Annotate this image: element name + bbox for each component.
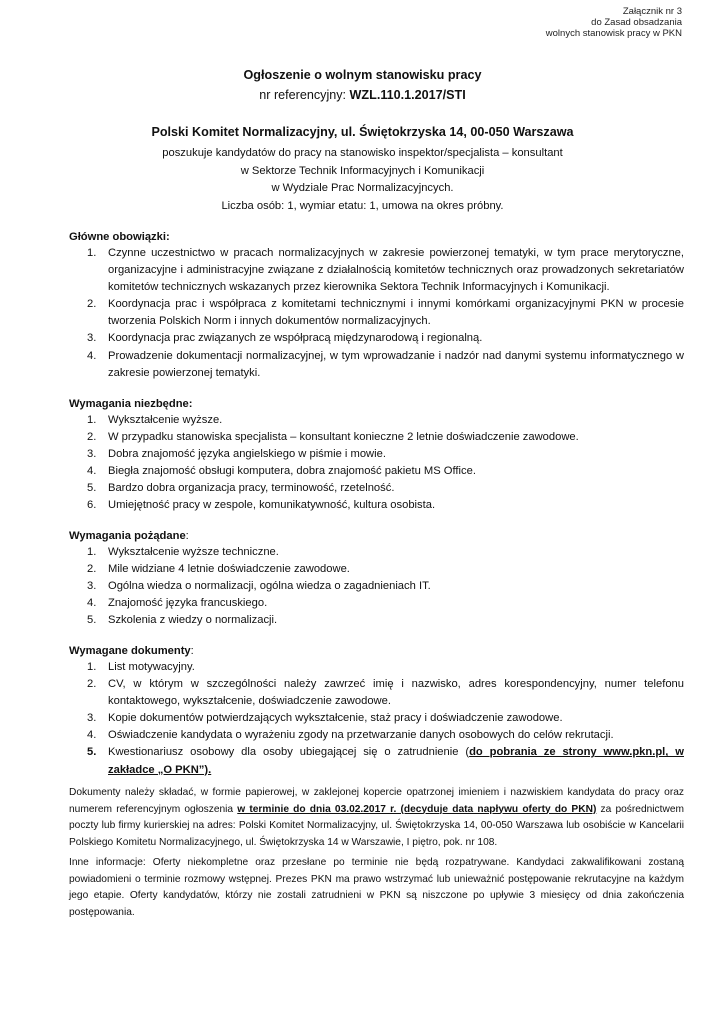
item-text: Bardzo dobra organizacja pracy, terminowość, rzetelność. — [108, 482, 395, 495]
item-text: Wykształcenie wyższe. — [108, 414, 223, 426]
organization-heading: Polski Komitet Normalizacyjny, ul. Świętokrzyska 14, 00-050 Warszawa — [151, 125, 574, 139]
item-number: 3. — [87, 712, 97, 725]
item-text: Wykształcenie wyższe techniczne. — [108, 546, 279, 558]
submission-deadline: w terminie do dnia 03.02.2017 r. (decyduje data napływu oferty do PKN) — [237, 803, 597, 815]
submission-text-2: za pośrednictwem poczty lub firmy kurierskiej na adres: Polski Komitet Normalizacyjny, ul. Świętokrzyska 14, 00-050 Warszawa lub osobiście w Kancelarii Polskiego Komitetu Normalizacyjnego, ul. Świętokrzyska 14 w Warszawie, I piętro, pok. nr 108. — [69, 803, 684, 848]
list-item — [69, 544, 684, 561]
attachment-line-3: wolnych stanowisk pracy w PKN — [545, 28, 682, 39]
item-number: 6. — [87, 499, 97, 512]
attachment-line-2: do Zasad obsadzania — [591, 17, 682, 28]
list-item — [69, 710, 684, 727]
required-title: Wymagania niezbędne: — [69, 398, 193, 410]
desired-title-text: Wymagania pożądane — [69, 530, 186, 542]
item-text: Kwestionariusz osobowy dla osoby ubiegającej się o zatrudnienie ( — [108, 746, 470, 759]
list-item — [69, 676, 684, 710]
item-number: 5. — [87, 614, 97, 627]
item-number: 5. — [87, 482, 97, 495]
list-item — [69, 497, 684, 514]
item-number: 2. — [87, 298, 97, 311]
required-list — [69, 412, 684, 515]
item-text: Znajomość języka francuskiego. — [108, 597, 268, 610]
submission-text-1: Dokumenty należy składać, w formie papierowej, w zaklejonej kopercie opatrzonej imieniem i nazwiskiem kandydata do pracy oraz numerem referencyjnym ogłoszenia — [69, 787, 684, 815]
reference-label: nr referencyjny: — [259, 88, 350, 102]
documents-list — [69, 659, 684, 779]
desired-section — [69, 528, 684, 629]
reference-value: WZL.110.1.2017/STI — [349, 88, 466, 102]
item-text: W przypadku stanowiska specjalista – konsultant konieczne 2 letnie doświadczenie zawodowe. — [108, 431, 579, 444]
list-item — [69, 744, 684, 778]
attachment-line-1: Załącznik nr 3 — [622, 6, 682, 17]
list-item — [69, 659, 684, 676]
list-item — [69, 348, 684, 382]
duties-title: Główne obowiązki: — [69, 231, 170, 243]
item-text: Kopie dokumentów potwierdzających wykształcenie, staż pracy i doświadczenie zawodowe. — [108, 712, 563, 725]
item-number: 4. — [87, 465, 97, 478]
item-text: Czynne uczestnictwo w pracach normalizacyjnych w zakresie powierzonej tematyki, w tym prace merytoryczne, organizacyjne i administracyjne związane z działalnością komitetów technicznych oraz prowadzonych sekretariatów komitetów technicznych wskazanych przez kierownika Sektora Technik Informacyjnych i Komunikacji. — [108, 247, 684, 294]
item-number: 2. — [87, 563, 97, 576]
intro-line: poszukuje kandydatów do pracy na stanowisko inspektor/specjalista – konsultant — [162, 147, 563, 159]
list-item — [69, 578, 684, 595]
desired-title-colon: : — [185, 530, 189, 542]
documents-title-colon: : — [190, 645, 194, 657]
documents-title-text: Wymagane dokumenty — [69, 645, 191, 657]
item-number: 3. — [87, 448, 97, 461]
other-info-paragraph: Inne informacje: Oferty niekompletne oraz przesłane po terminie nie będą rozpatrywane. Kandydaci zakwalifikowani zostaną powiadomieni o terminie rozmowy wstępnej. Prezes PKN ma prawo wstrzymać lub unieważnić postępowanie rekrutacyjne na każdym jego etapie. Oferty kandydatów, którzy nie zostali zatrudnieni w PKN są niszczone po upływie 3 miesięcy od dnia zakończenia postępowania. — [69, 857, 684, 918]
item-text: Szkolenia z wiedzy o normalizacji. — [108, 614, 278, 627]
list-item — [69, 595, 684, 612]
item-text: Oświadczenie kandydata o wyrażeniu zgody na przetwarzanie danych osobowych do celów rekrutacji. — [108, 729, 614, 742]
item-number: 3. — [87, 332, 97, 345]
list-item — [69, 330, 684, 347]
item-text: List motywacyjny. — [108, 661, 195, 673]
download-link[interactable]: do pobrania ze strony www.pkn.pl, w zakładce „O PKN”). — [108, 746, 684, 776]
intro-line: w Sektorze Technik Informacyjnych i Komunikacji — [240, 164, 485, 177]
item-number: 4. — [87, 597, 97, 610]
item-number: 2. — [87, 431, 97, 444]
documents-title — [69, 643, 684, 659]
item-text: Umiejętność pracy w zespole, komunikatywność, kultura osobista. — [108, 499, 436, 512]
item-number: 2. — [87, 678, 97, 691]
list-item — [69, 727, 684, 744]
item-text: Koordynacja prac i współpraca z komitetami technicznymi i innymi komórkami organizacyjnymi PKN w procesie tworzenia Polskich Norm i innych dokumentów normalizacyjnych. — [108, 298, 684, 328]
item-number: 3. — [87, 580, 97, 593]
list-item — [69, 480, 684, 497]
item-number: 1. — [87, 414, 97, 426]
item-text: Dobra znajomość języka angielskiego w piśmie i mowie. — [108, 448, 386, 461]
submission-paragraph — [69, 785, 684, 851]
intro-line: w Wydziale Prac Normalizacyjncych. — [271, 182, 454, 194]
list-item — [69, 463, 684, 480]
item-number: 4. — [87, 349, 97, 362]
item-number: 4. — [87, 729, 97, 742]
list-item — [69, 412, 684, 429]
page-title: Ogłoszenie o wolnym stanowisku pracy — [243, 68, 482, 82]
desired-list — [69, 544, 684, 629]
item-text: Biegła znajomość obsługi komputera, dobra znajomość pakietu MS Office. — [108, 465, 476, 478]
item-text: Ogólna wiedza o normalizacji, ogólna wiedza o zagadnieniach IT. — [108, 580, 431, 593]
intro-line: Liczba osób: 1, wymiar etatu: 1, umowa na okres próbny. — [221, 199, 504, 212]
duties-list — [69, 245, 684, 382]
item-number: 5. — [87, 746, 97, 759]
list-item — [69, 446, 684, 463]
duties-section — [69, 229, 684, 382]
list-item — [69, 245, 684, 296]
list-item — [69, 612, 684, 629]
item-text: Prowadzenie dokumentacji normalizacyjnej, w tym wprowadzanie i nadzór nad danymi systemu informatycznego w zakresie powierzonej tematyki. — [108, 349, 684, 379]
intro-block — [0, 145, 725, 215]
reference-number — [0, 88, 725, 102]
list-item — [69, 429, 684, 446]
list-item — [69, 296, 684, 330]
documents-section — [69, 643, 684, 779]
list-item — [69, 561, 684, 578]
item-number: 1. — [87, 546, 97, 558]
attachment-note — [546, 6, 682, 39]
item-text: Mile widziane 4 letnie doświadczenie zawodowe. — [108, 563, 350, 576]
required-section — [69, 396, 684, 515]
item-number: 1. — [87, 247, 97, 259]
desired-title — [69, 528, 684, 544]
item-text: CV, w którym w szczególności należy zawrzeć imię i nazwisko, adres korespondencyjny, numer telefonu kontaktowego, wykształcenie, doświadczenie zawodowe. — [108, 678, 684, 708]
item-number: 1. — [87, 661, 97, 673]
item-text: Koordynacja prac związanych ze współpracą międzynarodową i regionalną. — [108, 332, 483, 345]
